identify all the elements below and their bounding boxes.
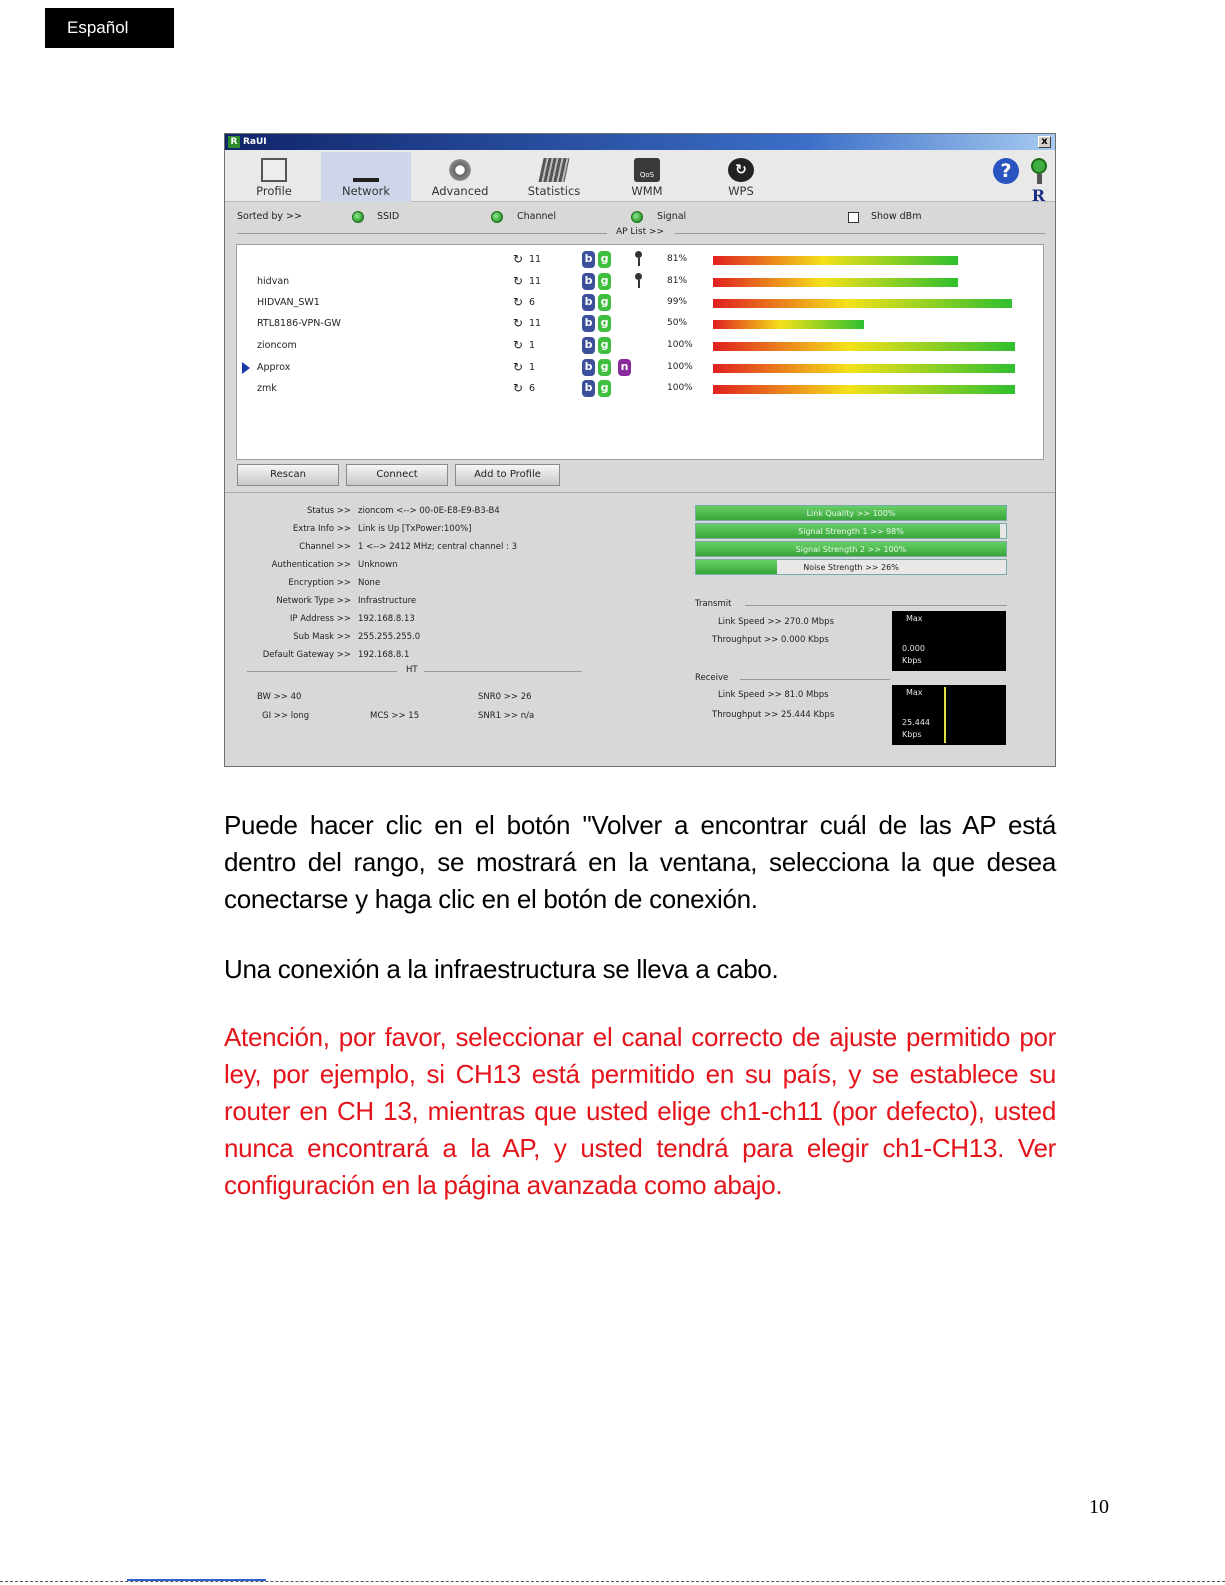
ap-signal: 81% <box>667 254 688 264</box>
mode-b-badge: b <box>582 251 595 268</box>
status-key: Network Type >> <box>276 596 351 606</box>
wps-icon: ↻ <box>728 158 754 182</box>
mode-g-badge: g <box>598 359 611 376</box>
statistics-icon <box>538 158 569 182</box>
ap-row[interactable] <box>237 250 1043 270</box>
tab-advanced[interactable] <box>415 152 505 202</box>
separator <box>675 233 1045 234</box>
quality-text: Signal Strength 2 >> 100% <box>795 545 907 554</box>
signal-bar <box>713 278 958 287</box>
graph-unit: Kbps <box>902 656 922 665</box>
window-title: RaUI <box>243 137 267 147</box>
ap-ssid: Approx <box>257 362 291 373</box>
transmit-graph <box>892 611 1006 671</box>
page-number: 10 <box>1089 1496 1109 1518</box>
footer-rule <box>0 1581 1225 1582</box>
signal-bar <box>713 342 1015 351</box>
profile-icon <box>261 158 287 182</box>
footer-accent <box>127 1579 266 1581</box>
ap-signal: 100% <box>667 383 693 393</box>
quality-text: Signal Strength 1 >> 98% <box>798 527 904 536</box>
ap-row[interactable] <box>237 336 1043 356</box>
receive-throughput: Throughput >> 25.444 Kbps <box>712 710 835 720</box>
tab-label: Advanced <box>431 184 489 198</box>
ap-row[interactable] <box>237 358 1043 378</box>
mode-g-badge: g <box>598 315 611 332</box>
ht-gi: GI >> long <box>262 711 310 721</box>
ap-channel: 11 <box>529 276 542 287</box>
mode-g-badge: g <box>598 273 611 290</box>
raui-window <box>224 133 1056 767</box>
sort-channel-radio[interactable] <box>491 211 503 223</box>
lock-key-icon <box>635 251 642 266</box>
ht-bw: BW >> 40 <box>257 692 302 702</box>
tab-label: Statistics <box>527 184 581 198</box>
app-logo-icon: R <box>228 136 240 148</box>
status-value: 192.168.8.1 <box>358 650 410 660</box>
paragraph-intro: Puede hacer clic en el botón "Volver a encontrar cuál de las AP está dentro del rango, se mostrará en la ventana, selecciona la que desea conectarse y haga clic en el botón de conexión. <box>224 810 1056 914</box>
ap-row[interactable] <box>237 272 1043 292</box>
throughput-trace <box>944 687 946 743</box>
mode-n-badge: n <box>618 359 631 376</box>
separator <box>247 671 397 672</box>
ap-ssid: zmk <box>257 383 277 394</box>
graph-value: 25.444 <box>902 718 930 727</box>
status-value: Link is Up [TxPower:100%] <box>358 524 472 534</box>
ap-signal: 50% <box>667 318 688 328</box>
separator <box>740 679 890 680</box>
ht-snr0: SNR0 >> 26 <box>478 692 532 702</box>
tab-profile[interactable] <box>229 152 319 202</box>
ht-snr1: SNR1 >> n/a <box>478 711 535 721</box>
quality-bar <box>695 505 1007 521</box>
ap-channel: 11 <box>529 318 542 329</box>
status-value: Unknown <box>358 560 398 570</box>
mode-b-badge: b <box>582 337 595 354</box>
status-value: 255.255.255.0 <box>358 632 421 642</box>
tab-label: WPS <box>728 184 754 198</box>
status-key: Default Gateway >> <box>262 650 351 660</box>
transmit-throughput: Throughput >> 0.000 Kbps <box>712 635 829 645</box>
rescan-button[interactable]: Rescan <box>237 464 339 486</box>
channel-icon: ↻ <box>513 274 524 288</box>
ap-channel: 6 <box>529 297 536 308</box>
mode-g-badge: g <box>598 251 611 268</box>
network-icon <box>353 166 379 182</box>
paragraph-warning: Atención, por favor, seleccionar el canal correcto de ajuste permitido por ley, por ejemplo, si CH13 está permitido en su país, y se establece su router en CH 13, mientras que usted elige ch1-ch11 (por defecto), usted nunca encontrará a la AP, y usted tendrá para elegir ch1-CH13. Ver configuración en la página avanzada como abajo. <box>224 1022 1056 1200</box>
ap-row[interactable] <box>237 293 1043 313</box>
sort-ssid-radio[interactable] <box>352 211 364 223</box>
mode-g-badge: g <box>598 380 611 397</box>
sort-channel-label: Channel <box>517 211 557 222</box>
channel-icon: ↻ <box>513 338 524 352</box>
mode-b-badge: b <box>582 294 595 311</box>
graph-max-label: Max <box>906 688 923 697</box>
tab-statistics[interactable] <box>509 152 599 202</box>
status-key: Encryption >> <box>288 578 351 588</box>
status-value: None <box>358 578 381 588</box>
status-key: Extra Info >> <box>292 524 351 534</box>
signal-bar <box>713 385 1015 394</box>
show-dbm-label: Show dBm <box>871 211 922 222</box>
tab-wps[interactable] <box>696 152 786 202</box>
wmm-icon: QoS <box>634 158 660 182</box>
signal-bar <box>713 256 958 265</box>
channel-icon: ↻ <box>513 316 524 330</box>
ap-row[interactable] <box>237 314 1043 334</box>
mode-b-badge: b <box>582 380 595 397</box>
graph-unit: Kbps <box>902 730 922 739</box>
add-to-profile-button[interactable]: Add to Profile <box>455 464 560 486</box>
ap-signal: 100% <box>667 340 693 350</box>
lock-key-icon <box>635 273 642 288</box>
ap-signal: 100% <box>667 362 693 372</box>
ap-signal: 99% <box>667 297 688 307</box>
graph-max-label: Max <box>906 614 923 623</box>
status-value: zioncom <--> 00-0E-E8-E9-B3-B4 <box>358 506 500 516</box>
ap-list[interactable] <box>236 244 1044 460</box>
sort-ssid-label: SSID <box>377 211 400 222</box>
status-key: IP Address >> <box>289 614 351 624</box>
ap-ssid: RTL8186-VPN-GW <box>257 318 341 329</box>
toolbar <box>225 150 1055 205</box>
mode-g-badge: g <box>598 294 611 311</box>
connect-button[interactable]: Connect <box>346 464 448 486</box>
ap-channel: 1 <box>529 340 536 351</box>
separator <box>745 605 1007 606</box>
status-value: Infrastructure <box>358 596 417 606</box>
tab-wmm[interactable] <box>602 152 692 202</box>
ap-ssid: hidvan <box>257 276 290 287</box>
show-dbm-checkbox[interactable] <box>848 212 859 223</box>
ap-channel: 6 <box>529 383 536 394</box>
tab-label: Profile <box>256 184 292 198</box>
separator <box>424 671 582 672</box>
signal-bar <box>713 299 1012 308</box>
transmit-link-speed: Link Speed >> 270.0 Mbps <box>718 617 834 627</box>
channel-icon: ↻ <box>513 381 524 395</box>
paragraph-infrastructure: Una conexión a la infraestructura se lleva a cabo. <box>224 954 779 984</box>
channel-icon: ↻ <box>513 252 524 266</box>
divider <box>225 492 1055 493</box>
channel-icon: ↻ <box>513 360 524 374</box>
sort-row <box>225 204 1055 226</box>
quality-text: Link Quality >> 100% <box>806 509 896 518</box>
noise-strength-bar <box>695 559 1007 575</box>
ap-channel: 11 <box>529 254 542 265</box>
ap-list-label: AP List >> <box>615 227 665 237</box>
mode-b-badge: b <box>582 273 595 290</box>
receive-graph <box>892 685 1006 745</box>
status-key: Status >> <box>306 506 351 516</box>
help-icon[interactable]: ? <box>993 158 1019 184</box>
quality-bar <box>695 523 1007 539</box>
quality-text: Noise Strength >> 26% <box>803 563 899 572</box>
quality-bar <box>695 541 1007 557</box>
status-key: Authentication >> <box>271 560 351 570</box>
transmit-label: Transmit <box>695 599 732 609</box>
channel-icon: ↻ <box>513 295 524 309</box>
mode-g-badge: g <box>598 337 611 354</box>
ap-row[interactable] <box>237 379 1043 399</box>
receive-link-speed: Link Speed >> 81.0 Mbps <box>718 690 829 700</box>
tab-label: Network <box>341 184 391 198</box>
close-button[interactable]: x <box>1038 136 1051 148</box>
tab-label: WMM <box>631 184 663 198</box>
status-value: 1 <--> 2412 MHz; central channel : 3 <box>358 542 517 552</box>
tab-network[interactable] <box>321 152 411 202</box>
ap-channel: 1 <box>529 362 536 373</box>
sort-label: Sorted by >> <box>237 211 302 222</box>
ht-label: HT <box>406 665 418 675</box>
language-tag: Español <box>45 8 174 48</box>
title-bar <box>225 134 1055 150</box>
receive-label: Receive <box>695 673 729 683</box>
signal-bar <box>713 364 1015 373</box>
status-value: 192.168.8.13 <box>358 614 415 624</box>
quality-fill <box>696 560 777 574</box>
sort-signal-radio[interactable] <box>631 211 643 223</box>
status-key: Channel >> <box>299 542 351 552</box>
selected-arrow-icon <box>242 362 250 374</box>
mode-b-badge: b <box>582 359 595 376</box>
status-key: Sub Mask >> <box>293 632 351 642</box>
ap-signal: 81% <box>667 276 688 286</box>
sort-signal-label: Signal <box>657 211 687 222</box>
ap-ssid: zioncom <box>257 340 297 351</box>
radio-status-icon[interactable] <box>1031 158 1047 184</box>
mode-b-badge: b <box>582 315 595 332</box>
ap-ssid: HIDVAN_SW1 <box>257 297 320 308</box>
r-logo: R <box>1031 186 1045 205</box>
graph-value: 0.000 <box>902 644 925 653</box>
advanced-icon <box>447 158 473 182</box>
ht-mcs: MCS >> 15 <box>370 711 420 721</box>
signal-bar <box>713 320 864 329</box>
